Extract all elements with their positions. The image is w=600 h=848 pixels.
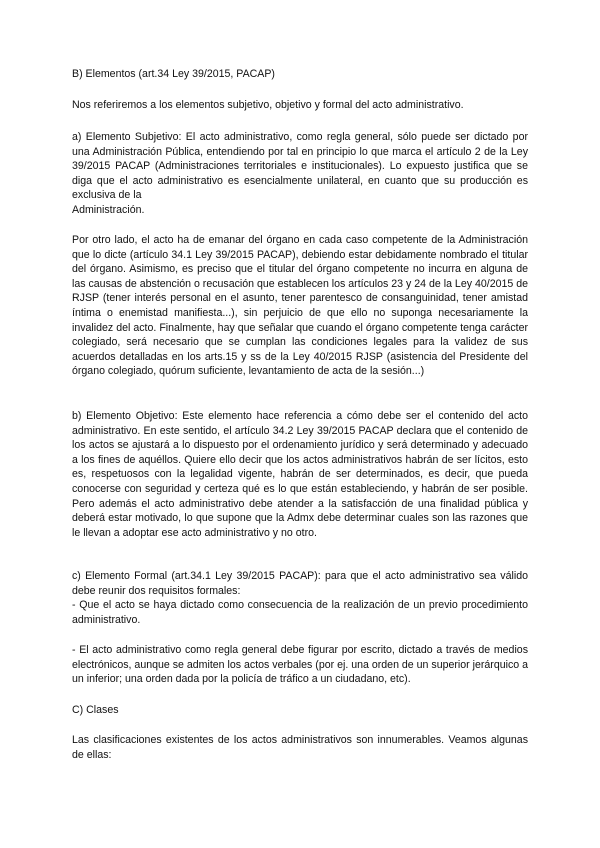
formal-requisito-1: - Que el acto se haya dictado como consecuencia de la realización de un previo procedimiento administrativo.: [72, 599, 528, 626]
organo-paragraph: Por otro lado, el acto ha de emanar del órgano en cada caso competente de la Administración que lo dicte (artículo 34.1 Ley 39/2015 PACAP), debiendo estar debidamente nombrado el titular del órgano. Asimismo, es preciso que el titular del órgano competente no incurra en alguna de las causas de abstención o recusación que establecen los artículos 23 y 24 de la Ley 40/2015 de RJSP (tener interés personal en el asunto, tener parentesco de consanguinidad, tener amistad íntima o enemistad manifiesta...), sin perjuicio de que ello no suponga necesariamente la invalidez del acto. Finalmente, hay que señalar que cuando el órgano competente tenga carácter colegiado, será necesario que se cumplan las condiciones legales para la validez de sus acuerdos detalladas en los arts.15 y ss de la Ley 40/2015 RJSP (asistencia del Presidente del órgano colegiado, quórum suficiente, levantamiento de acta de la sesión...): [72, 234, 528, 378]
objetivo-paragraph: b) Elemento Objetivo: Este elemento hace referencia a cómo debe ser el contenido del acto administrativo. En este sentido, el artículo 34.2 Ley 39/2015 PACAP declara que el contenido de los actos se ajustará a lo dispuesto por el ordenamiento jurídico y será determinado y adecuado a los fines de aquéllos. Quiere ello decir que los actos administrativos habrán de ser lícitos, esto es, respetuosos con la legalidad vigente, habrán de ser determinados, es decir, que pueda conocerse con seguridad y certeza qué es lo que están estableciendo, y habrán de ser posible. Pero además el acto administrativo debe atender a la satisfacción de una finalidad pública y deberá estar motivado, lo que supone que la Admx debe determinar cuales son las razones que le llevan a adoptar ese acto administrativo y no otro.: [72, 410, 528, 539]
intro-paragraph: Nos referiremos a los elementos subjetivo, objetivo y formal del acto administrativo.: [72, 99, 464, 111]
subjetivo-text: a) Elemento Subjetivo: El acto administrativo, como regla general, sólo puede ser dictado por una Administración Pública, entendiendo por tal en principio lo que marca el artículo 2 de la Ley 39/2015 PACAP (Administraciones territoriales e institucionales). Lo expuesto justifica que se diga que el acto administrativo es esencialmente unilateral, en cuanto que su producción es exclusiva de la: [72, 131, 528, 202]
subjetivo-paragraph: [72, 130, 528, 218]
section-b-heading: B) Elementos (art.34 Ley 39/2015, PACAP): [72, 68, 275, 80]
formal-paragraph: c) Elemento Formal (art.34.1 Ley 39/2015 PACAP): para que el acto administrativo sea válido debe reunir dos requisitos formales:: [72, 570, 528, 597]
section-c-heading: C) Clases: [72, 704, 119, 716]
clases-paragraph: Las clasificaciones existentes de los actos administrativos son innumerables. Veamos algunas de ellas:: [72, 734, 528, 761]
subjetivo-text-end: Administración.: [72, 203, 145, 216]
formal-requisito-2: - El acto administrativo como regla general debe figurar por escrito, dictado a través de medios electrónicos, aunque se admiten los actos verbales (por ej. una orden de un superior jerárquico a un inferior; una orden dada por la policía de tráfico a un ciudadano, etc).: [72, 644, 528, 686]
